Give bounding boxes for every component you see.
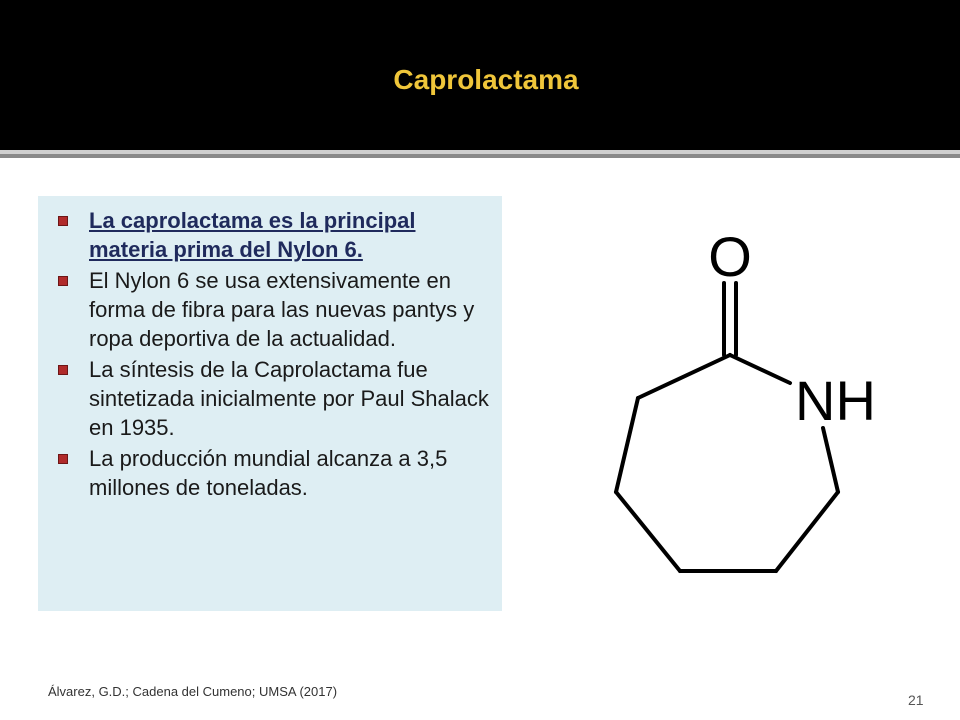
- slide-title: Caprolactama: [393, 64, 579, 95]
- nh-label: NH: [795, 369, 876, 432]
- ring-bond: [638, 355, 730, 398]
- ring-bond: [823, 428, 838, 492]
- ring-bond: [730, 355, 790, 383]
- square-bullet-icon: [58, 216, 68, 226]
- bullet-list: [58, 206, 498, 504]
- bullet-text: El Nylon 6 se usa extensivamente en forma de fibra para las nuevas pantys y ropa deportiva de la actualidad.: [89, 268, 475, 351]
- ring-bond: [776, 492, 838, 571]
- bullet-text: La producción mundial alcanza a 3,5 millones de toneladas.: [89, 446, 448, 500]
- bullet-item: [58, 266, 498, 353]
- caprolactam-structure-diagram: [590, 210, 900, 590]
- bullet-item: [58, 444, 498, 502]
- page-number: 21: [908, 692, 924, 708]
- square-bullet-icon: [58, 365, 68, 375]
- ring-bond: [616, 492, 680, 571]
- ring-bond: [616, 398, 638, 492]
- square-bullet-icon: [58, 276, 68, 286]
- content-box: [38, 196, 502, 611]
- title-bar: [0, 0, 960, 150]
- bullet-item: [58, 206, 498, 264]
- bullet-text: La síntesis de la Caprolactama fue sintetizada inicialmente por Paul Shalack en 1935.: [89, 357, 489, 440]
- oxygen-label: O: [708, 225, 752, 288]
- reference-citation: Álvarez, G.D.; Cadena del Cumeno; UMSA (2017): [48, 684, 338, 699]
- divider-dark: [0, 154, 960, 158]
- bullet-item: [58, 355, 498, 442]
- square-bullet-icon: [58, 454, 68, 464]
- bullet-text: La caprolactama es la principal materia prima del Nylon 6.: [89, 208, 416, 262]
